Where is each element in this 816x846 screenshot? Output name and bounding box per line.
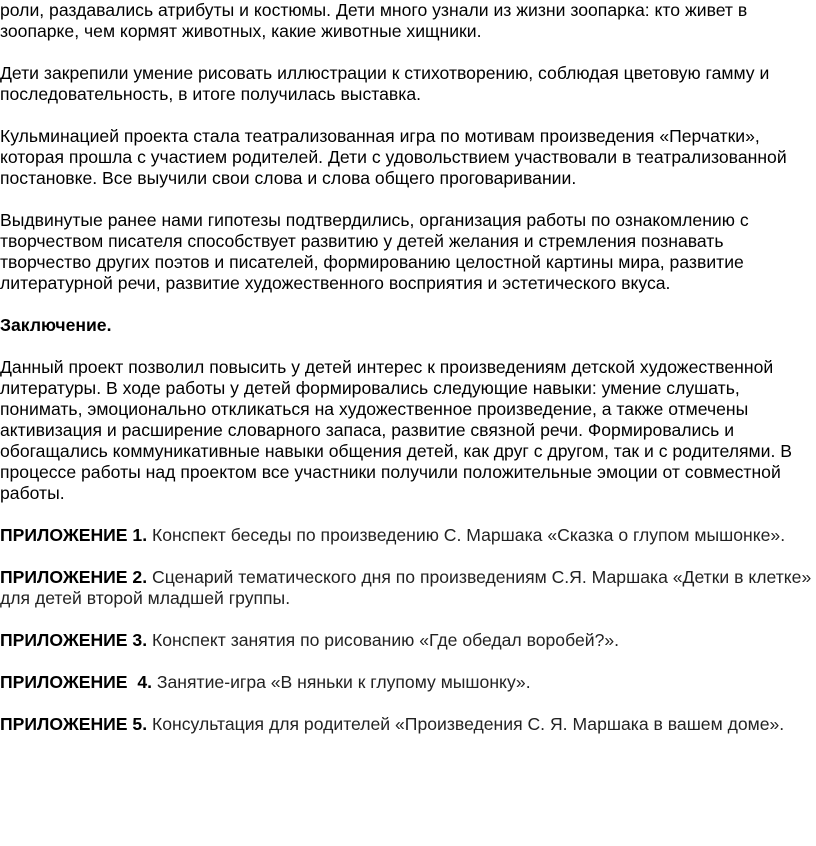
appendix-title: Занятие-игра «В няньки к глупому мышонку».: [152, 672, 531, 692]
appendix-title: Консультация для родителей «Произведения С. Я. Маршака в вашем доме».: [147, 714, 785, 734]
paragraph-spacer: [0, 42, 812, 63]
appendix-5: [0, 714, 812, 735]
paragraph-theatre-game: Кульминацией проекта стала театрализованная игра по мотивам произведения «Перчатки», которая прошла с участием родителей. Дети с удовольствием участвовали в театрализованной постановке. Все выучили свои слова и слова общего проговаривании.: [0, 126, 787, 188]
appendix-label: ПРИЛОЖЕНИЕ 3.: [0, 630, 148, 650]
paragraph-spacer: [0, 336, 812, 357]
appendix-label: ПРИЛОЖЕНИЕ 2.: [0, 567, 148, 587]
appendix-label: ПРИЛОЖЕНИЕ 5.: [0, 714, 148, 734]
paragraph-spacer: [0, 651, 812, 672]
paragraph-illustrations: Дети закрепили умение рисовать иллюстрации к стихотворению, соблюдая цветовую гамму и последовательность, в итоге получилась выставка.: [0, 63, 770, 104]
paragraph-spacer: [0, 609, 812, 630]
paragraph-spacer: [0, 189, 812, 210]
conclusion-heading: Заключение.: [0, 315, 112, 335]
appendix-title: Сценарий тематического дня по произведениям С.Я. Маршака «Детки в клетке» для детей второй младшей группы.: [0, 567, 812, 608]
paragraph-hypotheses: Выдвинутые ранее нами гипотезы подтвердились, организация работы по ознакомлению с творчеством писателя способствует развитию у детей желания и стремления познавать творчество других поэтов и писателей, формированию целостной картины мира, развитие литературной речи, развитие художественного восприятия и эстетического вкуса.: [0, 210, 749, 293]
paragraph-spacer: [0, 546, 812, 567]
paragraph-spacer: [0, 294, 812, 315]
paragraph-spacer: [0, 105, 812, 126]
appendix-label: ПРИЛОЖЕНИЕ 4.: [0, 672, 152, 692]
appendix-title: Конспект занятия по рисованию «Где обедал воробей?».: [147, 630, 620, 650]
appendix-title: Конспект беседы по произведению С. Маршака «Сказка о глупом мышонке».: [147, 525, 786, 545]
appendix-3: [0, 630, 812, 651]
paragraph-spacer: [0, 693, 812, 714]
conclusion-text: Данный проект позволил повысить у детей интерес к произведениям детской художественной литературы. В ходе работы у детей формировались следующие навыки: умение слушать, понимать, эмоционально откликаться на художественное произведение, а также отмечены активизация и расширение словарного запаса, развитие связной речи. Формировались и обогащались коммуникативные навыки общения детей, как друг с другом, так и с родителями. В процессе работы над проектом все участники получили положительные эмоции от совместной работы.: [0, 357, 792, 503]
appendix-1: [0, 525, 812, 546]
appendix-2: [0, 567, 812, 609]
paragraph-spacer: [0, 504, 812, 525]
appendix-4: [0, 672, 812, 693]
appendix-label: ПРИЛОЖЕНИЕ 1.: [0, 525, 148, 545]
paragraph-zoo-roles: роли, раздавались атрибуты и костюмы. Дети много узнали из жизни зоопарка: кто живет в зоопарке, чем кормят животных, какие животные хищники.: [0, 0, 748, 41]
